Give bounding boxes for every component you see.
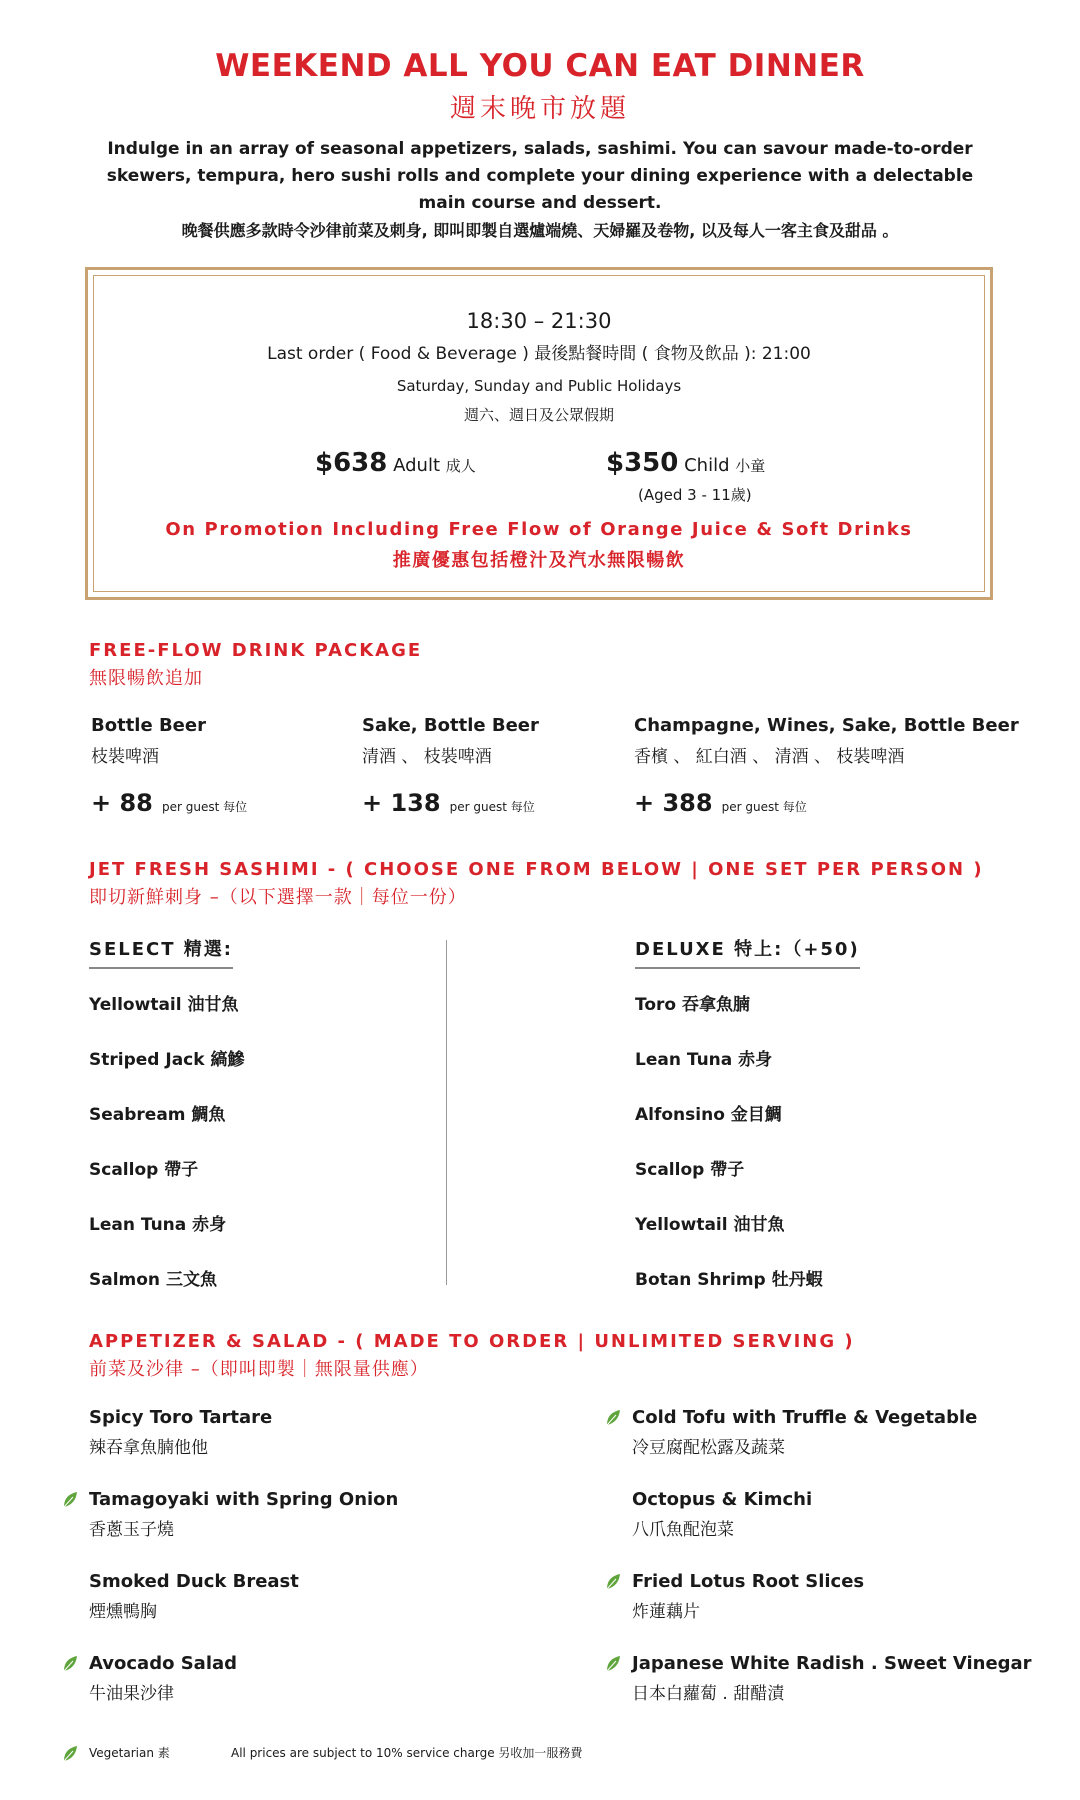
appetizer-item — [632, 1489, 1052, 1540]
leaf-icon — [605, 1409, 621, 1427]
drink-package-name: Bottle Beer — [91, 715, 206, 736]
appetizer-section-title-zh: 前菜及沙律 –（即叫即製｜無限量供應） — [89, 1359, 429, 1380]
appetizer-name: Spicy Toro Tartare — [89, 1407, 273, 1428]
sashimi-select-item: Yellowtail 油甘魚 — [89, 995, 239, 1015]
drink-package-name: Sake, Bottle Beer — [362, 715, 539, 736]
appetizer-name-zh: 炸蓮藕片 — [632, 1602, 700, 1622]
sashimi-select-item: Salmon 三文魚 — [89, 1270, 217, 1290]
appetizer-name: Japanese White Radish . Sweet Vinegar — [632, 1653, 1032, 1674]
appetizer-name-zh: 八爪魚配泡菜 — [632, 1520, 734, 1540]
appetizer-item — [89, 1489, 509, 1540]
leaf-icon — [605, 1655, 621, 1673]
drink-package — [362, 715, 662, 817]
child-label: Child — [684, 455, 730, 476]
drink-package-price-row — [362, 789, 662, 817]
appetizer-name-zh: 日本白蘿蔔 . 甜醋漬 — [632, 1684, 785, 1704]
sashimi-deluxe-item: Yellowtail 油甘魚 — [635, 1215, 785, 1235]
adult-price: $638 — [315, 448, 388, 478]
dining-hours: 18:30 – 21:30 — [466, 309, 612, 333]
drink-package-per-guest: per guest 每位 — [449, 800, 535, 814]
sashimi-section-title: JET FRESH SASHIMI - ( CHOOSE ONE FROM BELOW | ONE SET PER PERSON ) — [89, 859, 984, 880]
appetizer-name-zh: 牛油果沙律 — [89, 1684, 174, 1704]
appetizer-name: Fried Lotus Root Slices — [632, 1571, 865, 1592]
info-box-inner — [93, 275, 985, 592]
appetizer-name-zh: 煙燻鴨胸 — [89, 1602, 157, 1622]
page-title-zh: 週末晚市放題 — [449, 94, 630, 124]
adult-label: Adult — [393, 455, 440, 476]
drink-package-name-zh: 清酒 、 枝裝啤酒 — [362, 747, 492, 767]
leaf-icon — [62, 1745, 78, 1763]
appetizer-name: Tamagoyaki with Spring Onion — [89, 1489, 399, 1510]
sashimi-select-item: Scallop 帶子 — [89, 1160, 199, 1180]
leaf-icon — [605, 1573, 621, 1591]
sashimi-deluxe-item: Botan Shrimp 牡丹蝦 — [635, 1270, 823, 1290]
sashimi-section-title-zh: 即切新鮮刺身 –（以下選擇一款｜每位一份） — [89, 887, 467, 908]
drink-package — [91, 715, 391, 817]
child-label-zh: 小童 — [735, 457, 766, 475]
drinks-section-title: FREE-FLOW DRINK PACKAGE — [89, 640, 423, 661]
adult-label-zh: 成人 — [445, 457, 476, 475]
appetizer-name: Octopus & Kimchi — [632, 1489, 813, 1510]
appetizer-item — [89, 1407, 509, 1458]
appetizer-item — [632, 1407, 1052, 1458]
select-heading: SELECT 精選: — [89, 935, 233, 969]
sashimi-deluxe-item: Alfonsino 金目鯛 — [635, 1105, 782, 1125]
promotion-text-zh: 推廣優惠包括橙汁及汽水無限暢飲 — [392, 550, 686, 571]
appetizer-name-zh: 冷豆腐配松露及蔬菜 — [632, 1438, 785, 1458]
drink-package-price-row — [91, 789, 391, 817]
info-box — [85, 267, 993, 600]
drink-package-name-zh: 枝裝啤酒 — [91, 747, 159, 767]
deluxe-heading: DELUXE 特上:（+50) — [635, 935, 860, 969]
drink-package-per-guest: per guest 每位 — [161, 800, 248, 814]
vegetarian-legend: Vegetarian 素 — [89, 1746, 170, 1760]
adult-price-block — [315, 448, 476, 478]
sashimi-deluxe-item: Scallop 帶子 — [635, 1160, 745, 1180]
available-days: Saturday, Sunday and Public Holidays — [396, 377, 682, 395]
child-price: $350 — [606, 448, 679, 478]
appetizer-item — [632, 1653, 1052, 1704]
drinks-section-title-zh: 無限暢飲追加 — [89, 668, 203, 689]
drink-package-price: + 88 — [91, 789, 153, 817]
intro-text-zh: 晚餐供應多款時令沙律前菜及刺身, 即叫即製自選爐端燒、天婦羅及卷物, 以及每人一客主食及甜品 。 — [181, 221, 899, 240]
intro-text: Indulge in an array of seasonal appetizers, salads, sashimi. You can savour made-to-order skewers, tempura, hero sushi rolls and complete your dining experience with a delectable main course and dessert. — [106, 139, 974, 213]
drink-package — [634, 715, 1054, 817]
appetizer-name: Avocado Salad — [89, 1653, 238, 1674]
sashimi-deluxe-item: Toro 吞拿魚腩 — [635, 995, 750, 1015]
child-age-range: (Aged 3 - 11歲) — [638, 486, 752, 504]
page-title: WEEKEND ALL YOU CAN EAT DINNER — [215, 48, 865, 84]
appetizer-section-title: APPETIZER & SALAD - ( MADE TO ORDER | UNLIMITED SERVING ) — [89, 1331, 855, 1352]
leaf-icon — [62, 1655, 78, 1673]
sashimi-select-item: Lean Tuna 赤身 — [89, 1215, 227, 1235]
service-charge-note: All prices are subject to 10% service charge 另收加一服務費 — [231, 1746, 583, 1760]
appetizer-name-zh: 香蔥玉子燒 — [89, 1520, 174, 1540]
promotion-text: On Promotion Including Free Flow of Orange Juice & Soft Drinks — [165, 519, 913, 540]
drink-package-price: + 388 — [634, 789, 713, 817]
sashimi-deluxe-item: Lean Tuna 赤身 — [635, 1050, 773, 1070]
drink-package-price-row — [634, 789, 1054, 817]
sashimi-select-item: Striped Jack 縞鰺 — [89, 1050, 245, 1070]
column-divider — [446, 940, 447, 1285]
last-order-time: Last order ( Food & Beverage ) 最後點餐時間 ( 食物及飲品 ): 21:00 — [267, 344, 811, 364]
appetizer-item — [632, 1571, 1052, 1622]
appetizer-name-zh: 辣吞拿魚腩他他 — [89, 1438, 208, 1458]
appetizer-name: Smoked Duck Breast — [89, 1571, 299, 1592]
leaf-icon — [62, 1491, 78, 1509]
appetizer-name: Cold Tofu with Truffle & Vegetable — [632, 1407, 978, 1428]
appetizer-item — [89, 1653, 509, 1704]
child-price-block — [606, 448, 765, 478]
appetizer-item — [89, 1571, 509, 1622]
drink-package-name-zh: 香檳 、 紅白酒 、 清酒 、 枝裝啤酒 — [634, 747, 905, 767]
sashimi-select-item: Seabream 鯛魚 — [89, 1105, 226, 1125]
drink-package-name: Champagne, Wines, Sake, Bottle Beer — [634, 715, 1019, 736]
available-days-zh: 週六、週日及公眾假期 — [463, 406, 614, 424]
drink-package-per-guest: per guest 每位 — [721, 800, 807, 814]
drink-package-price: + 138 — [362, 789, 441, 817]
